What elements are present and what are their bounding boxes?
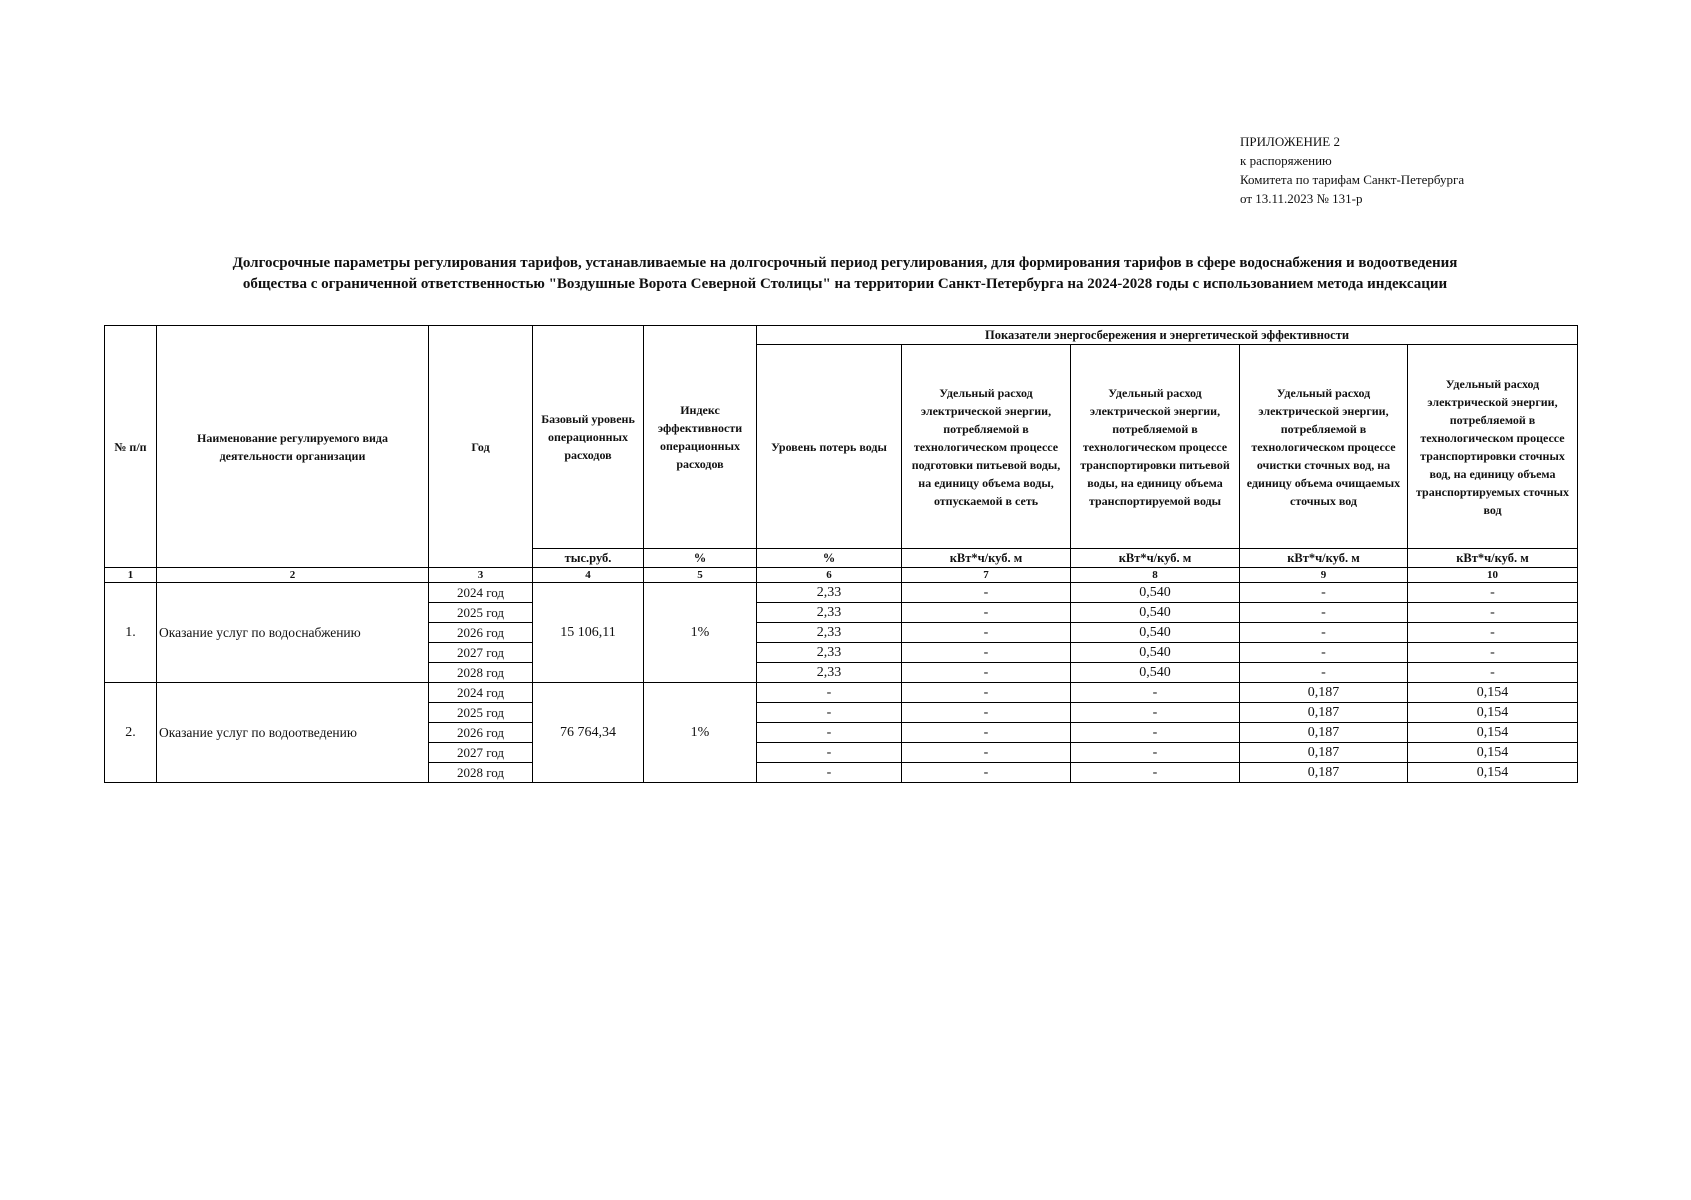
loss-level-value: 2,33 [757, 643, 902, 663]
spec-10-value: 0,154 [1408, 683, 1578, 703]
row-number: 2. [105, 683, 157, 783]
header-year: Год [429, 326, 533, 568]
appendix-committee: Комитета по тарифам Санкт-Петербурга [1240, 172, 1465, 187]
spec-8-value: - [1071, 703, 1240, 723]
spec-9-value: 0,187 [1240, 763, 1408, 783]
document-title-line-2: общества с ограниченной ответственностью "Воздушные Ворота Северной Столицы" на территории Санкт-Петербурга на 2024-2028 годы с использованием метода индексации [242, 276, 1448, 292]
loss-level-value: - [757, 723, 902, 743]
loss-level-value: 2,33 [757, 663, 902, 683]
spec-10-value: - [1408, 603, 1578, 623]
spec-8-value: 0,540 [1071, 623, 1240, 643]
spec-10-value: 0,154 [1408, 703, 1578, 723]
appendix-block [1240, 132, 1464, 208]
base-level-value: 76 764,34 [533, 683, 644, 783]
spec-7-value: - [902, 763, 1071, 783]
spec-9-value: - [1240, 623, 1408, 643]
year-cell: 2025 год [429, 703, 533, 723]
spec-7-value: - [902, 603, 1071, 623]
activity-name: Оказание услуг по водоотведению [157, 683, 429, 783]
efficiency-index-value: 1% [644, 683, 757, 783]
spec-7-value: - [902, 683, 1071, 703]
loss-level-value: - [757, 763, 902, 783]
col-number: 5 [644, 568, 757, 583]
spec-9-value: - [1240, 603, 1408, 623]
loss-level-value: - [757, 743, 902, 763]
loss-level-value: - [757, 703, 902, 723]
spec-7-value: - [902, 703, 1071, 723]
appendix-date-number: от 13.11.2023 № 131-р [1240, 191, 1363, 206]
unit-spec-8: кВт*ч/куб. м [1071, 549, 1240, 568]
spec-8-value: - [1071, 683, 1240, 703]
spec-9-value: 0,187 [1240, 723, 1408, 743]
spec-10-value: 0,154 [1408, 763, 1578, 783]
header-base-level: Базовый уровень операционных расходов [533, 326, 644, 549]
unit-spec-9: кВт*ч/куб. м [1240, 549, 1408, 568]
header-loss-level: Уровень потерь воды [757, 345, 902, 549]
col-number: 7 [902, 568, 1071, 583]
unit-loss-level: % [757, 549, 902, 568]
spec-7-value: - [902, 623, 1071, 643]
year-cell: 2028 год [429, 663, 533, 683]
spec-8-value: - [1071, 743, 1240, 763]
year-cell: 2025 год [429, 603, 533, 623]
spec-7-value: - [902, 643, 1071, 663]
col-number: 2 [157, 568, 429, 583]
spec-10-value: 0,154 [1408, 723, 1578, 743]
spec-9-value: - [1240, 643, 1408, 663]
spec-9-value: - [1240, 583, 1408, 603]
spec-8-value: 0,540 [1071, 663, 1240, 683]
spec-8-value: 0,540 [1071, 643, 1240, 663]
spec-7-value: - [902, 663, 1071, 683]
parameters-table [104, 325, 1578, 783]
header-spec-9: Удельный расход электрической энергии, потребляемой в технологическом процессе очистки сточных вод, на единицу объема очищаемых сточных вод [1240, 345, 1408, 549]
year-cell: 2026 год [429, 623, 533, 643]
unit-spec-7: кВт*ч/куб. м [902, 549, 1071, 568]
document-title-line-1: Долгосрочные параметры регулирования тарифов, устанавливаемые на долгосрочный период регулирования, для формирования тарифов в сфере водоснабжения и водоотведения [232, 255, 1458, 271]
year-cell: 2027 год [429, 643, 533, 663]
col-number: 6 [757, 568, 902, 583]
appendix-title: ПРИЛОЖЕНИЕ 2 [1240, 134, 1340, 149]
col-number: 9 [1240, 568, 1408, 583]
unit-spec-10: кВт*ч/куб. м [1408, 549, 1578, 568]
year-cell: 2026 год [429, 723, 533, 743]
header-spec-8: Удельный расход электрической энергии, потребляемой в технологическом процессе транспортировки питьевой воды, на единицу объема транспортируемой воды [1071, 345, 1240, 549]
spec-10-value: - [1408, 623, 1578, 643]
loss-level-value: 2,33 [757, 583, 902, 603]
header-efficiency-index: Индекс эффективности операционных расходов [644, 326, 757, 549]
efficiency-index-value: 1% [644, 583, 757, 683]
appendix-order-ref: к распоряжению [1240, 153, 1332, 168]
col-number: 3 [429, 568, 533, 583]
spec-8-value: 0,540 [1071, 603, 1240, 623]
loss-level-value: 2,33 [757, 623, 902, 643]
table-row [105, 683, 1578, 703]
base-level-value: 15 106,11 [533, 583, 644, 683]
col-number: 10 [1408, 568, 1578, 583]
spec-8-value: - [1071, 763, 1240, 783]
spec-9-value: 0,187 [1240, 743, 1408, 763]
loss-level-value: - [757, 683, 902, 703]
spec-9-value: 0,187 [1240, 683, 1408, 703]
unit-base-level: тыс.руб. [533, 549, 644, 568]
col-number: 4 [533, 568, 644, 583]
year-cell: 2027 год [429, 743, 533, 763]
spec-9-value: - [1240, 663, 1408, 683]
col-number: 1 [105, 568, 157, 583]
spec-10-value: - [1408, 643, 1578, 663]
spec-10-value: - [1408, 583, 1578, 603]
column-numbers-row [105, 568, 1578, 583]
year-cell: 2024 год [429, 683, 533, 703]
spec-8-value: 0,540 [1071, 583, 1240, 603]
header-energy-group: Показатели энергосбережения и энергетической эффективности [757, 326, 1578, 345]
table-row [105, 583, 1578, 603]
document-title [100, 253, 1590, 295]
col-number: 8 [1071, 568, 1240, 583]
header-spec-10: Удельный расход электрической энергии, потребляемой в технологическом процессе транспортировки сточных вод, на единицу объема транспортируемых сточных вод [1408, 345, 1578, 549]
spec-7-value: - [902, 583, 1071, 603]
loss-level-value: 2,33 [757, 603, 902, 623]
row-number: 1. [105, 583, 157, 683]
year-cell: 2028 год [429, 763, 533, 783]
header-spec-7: Удельный расход электрической энергии, потребляемой в технологическом процессе подготовки питьевой воды, на единицу объема воды, отпускаемой в сеть [902, 345, 1071, 549]
spec-10-value: 0,154 [1408, 743, 1578, 763]
spec-10-value: - [1408, 663, 1578, 683]
spec-9-value: 0,187 [1240, 703, 1408, 723]
header-activity: Наименование регулируемого вида деятельности организации [157, 326, 429, 568]
spec-8-value: - [1071, 723, 1240, 743]
year-cell: 2024 год [429, 583, 533, 603]
spec-7-value: - [902, 743, 1071, 763]
spec-7-value: - [902, 723, 1071, 743]
unit-efficiency-index: % [644, 549, 757, 568]
activity-name: Оказание услуг по водоснабжению [157, 583, 429, 683]
header-num: № п/п [105, 326, 157, 568]
